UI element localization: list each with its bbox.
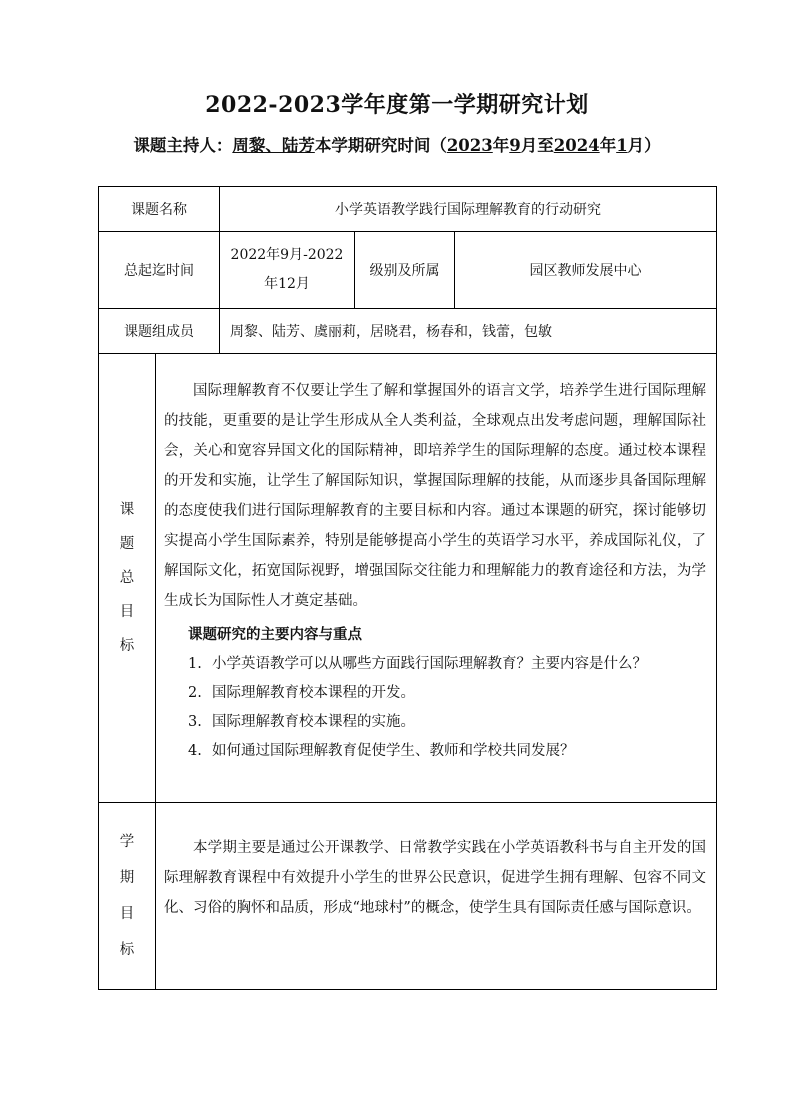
semester-label-char: 学 [119, 834, 135, 850]
goal-label-char: 题 [119, 536, 135, 552]
item-number: 2. [188, 685, 202, 701]
overall-goal-label [99, 354, 156, 803]
subtitle [0, 132, 794, 156]
focus-list [156, 650, 716, 766]
list-item [188, 708, 716, 737]
level-label: 级别及所属 [355, 232, 455, 309]
item-text: 国际理解教育校本课程的实施。 [212, 714, 415, 730]
row-members [99, 309, 717, 354]
goal-label-char: 标 [119, 638, 135, 654]
start-year: 2023 [446, 136, 493, 155]
host-names: 周黎、陆芳 [232, 136, 315, 155]
plan-table [98, 186, 717, 990]
year-char-2: 年 [599, 136, 617, 155]
row-topic-name [99, 187, 717, 232]
goal-label-char: 总 [119, 570, 135, 586]
overall-goal-text: 国际理解教育不仅要让学生了解和掌握国外的语言文学，培养学生进行国际理解的技能，更重要的是让学生形成从全人类利益，全球观点出发考虑问题，理解国际社会，关心和宽容异国文化的国际精神，即培养学生的国际理解的态度。通过校本课程的开发和实施，让学生了解国际知识，掌握国际理解的技能，从而逐步具备国际理解的态度使我们进行国际理解教育的主要目标和内容。通过本课题的研究，探讨能够切实提高小学生国际素养，特别是能够提高小学生的英语学习水平，养成国际礼仪，了解国际文化，拓宽国际视野，增强国际交往能力和理解能力的教育途径和方法，为学生成长为国际性人才奠定基础。 [164, 383, 706, 609]
members-value: 周黎、陆芳、虞丽莉，居晓君，杨春和，钱蕾，包敏 [220, 309, 717, 354]
focus-heading: 课题研究的主要内容与重点 [188, 626, 362, 643]
item-number: 4. [188, 743, 202, 759]
item-text: 如何通过国际理解教育促使学生、教师和学校共同发展？ [212, 743, 575, 759]
semester-goal-text: 本学期主要是通过公开课教学、日常教学实践在小学英语教科书与自主开发的国际理解教育课程中有效提升小学生的世界公民意识，促进学生拥有理解、包容不同文化、习俗的胸怀和品质，形成“地球村”的概念，使学生具有国际责任感与国际意识。 [164, 840, 706, 916]
row-period [99, 232, 717, 309]
row-overall-goal [99, 354, 717, 803]
semester-goal-label [99, 803, 156, 990]
goal-label-char: 课 [119, 502, 135, 518]
end-text: 月） [627, 136, 661, 155]
semester-label-char: 目 [119, 906, 135, 922]
end-year: 2024 [553, 136, 600, 155]
period-value-line1: 2022年9月-2022 [230, 247, 344, 263]
row-semester-goal [99, 803, 717, 990]
period-value-line2: 年12月 [264, 276, 310, 292]
list-item [188, 737, 716, 766]
list-item [188, 650, 716, 679]
year-char-1: 年 [492, 136, 510, 155]
overall-goal-content [156, 354, 717, 803]
start-month: 9 [509, 136, 521, 155]
list-item [188, 679, 716, 708]
host-label: 课题主持人： [133, 136, 233, 155]
semester-label-char: 标 [119, 942, 135, 958]
period-value [220, 232, 355, 309]
semester-goal-content [156, 803, 717, 990]
item-text: 国际理解教育校本课程的开发。 [212, 685, 415, 701]
topic-name-label: 课题名称 [99, 187, 220, 232]
level-value: 园区教师发展中心 [455, 232, 717, 309]
period-label: 总起迄时间 [99, 232, 220, 309]
item-text: 小学英语教学可以从哪些方面践行国际理解教育？主要内容是什么？ [212, 656, 647, 672]
to-text: 月至 [520, 136, 554, 155]
time-label: 本学期研究时间（ [314, 136, 447, 155]
item-number: 1. [188, 656, 202, 672]
members-label: 课题组成员 [99, 309, 220, 354]
goal-label-char: 目 [119, 604, 135, 620]
end-month: 1 [616, 136, 628, 155]
item-number: 3. [188, 714, 202, 730]
topic-name-value: 小学英语教学践行国际理解教育的行动研究 [220, 187, 717, 232]
page-title: 2022-2023学年度第一学期研究计划 [205, 92, 589, 118]
semester-label-char: 期 [119, 870, 135, 886]
